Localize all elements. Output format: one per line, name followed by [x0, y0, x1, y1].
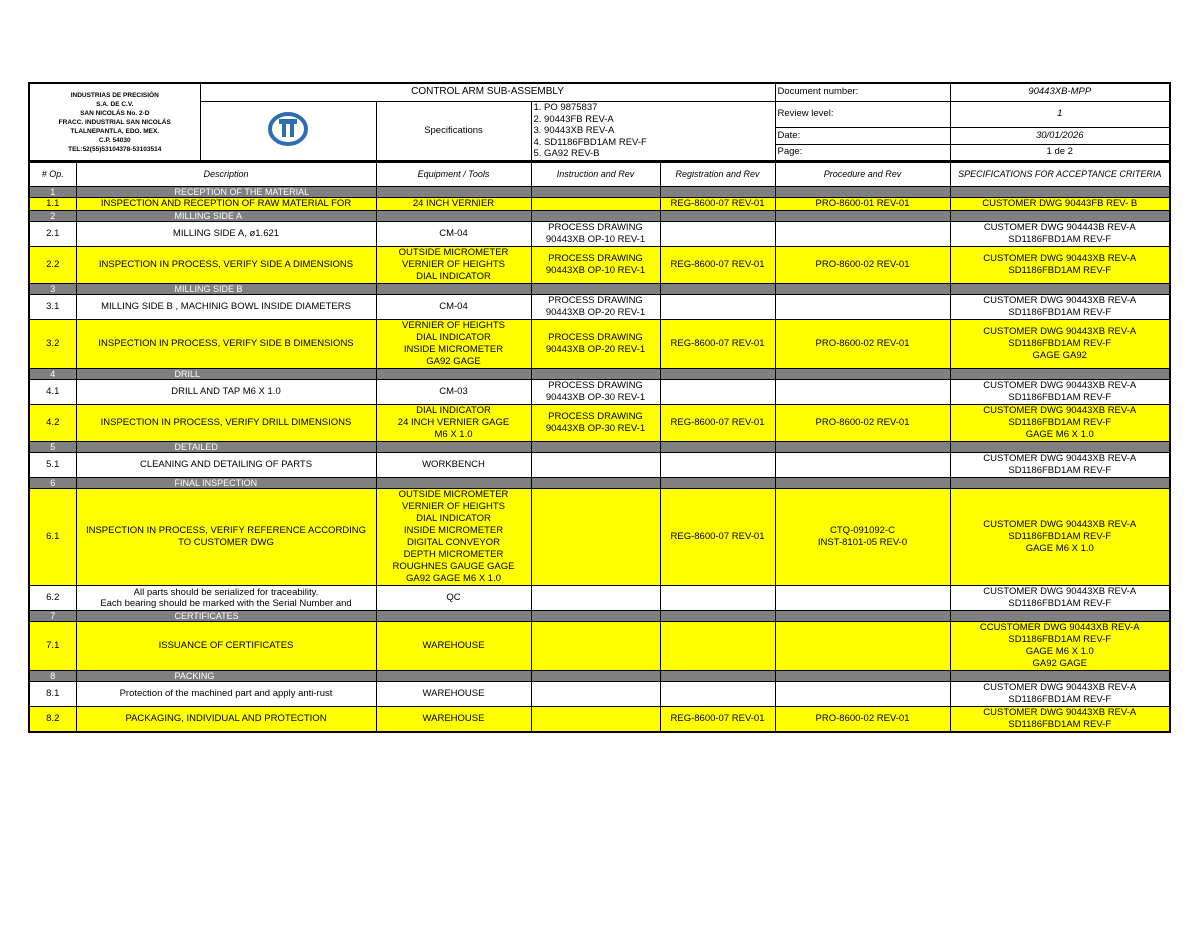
doc-number-label: Document number: [775, 83, 950, 101]
op-instruction [531, 489, 660, 586]
op-number: 4.1 [29, 380, 76, 405]
op-number: 6.1 [29, 489, 76, 586]
section-title: FINAL INSPECTION [76, 478, 376, 489]
operations-table [28, 162, 1171, 733]
op-registration: REG-8600-07 REV-01 [660, 247, 775, 284]
op-instruction: PROCESS DRAWING 90443XB OP-10 REV-1 [531, 247, 660, 284]
op-instruction [531, 622, 660, 671]
op-description: MILLING SIDE B , MACHINIG BOWL INSIDE DIAMETERS [76, 295, 376, 320]
op-acceptance: CUSTOMER DWG 90443XB REV-A SD1186FBD1AM REV-F GAGE M6 X 1.0 [950, 405, 1170, 442]
op-number: 3.1 [29, 295, 76, 320]
op-acceptance: CUSTOMER DWG 90443XB REV-A SD1186FBD1AM REV-F GAGE M6 X 1.0 [950, 489, 1170, 586]
col-header-op: # Op. [29, 163, 76, 187]
table-row [29, 707, 1170, 733]
op-equipment: OUTSIDE MICROMETER VERNIER OF HEIGHTS DIAL INDICATOR INSIDE MICROMETER DIGITAL CONVEYOR DEPTH MICROMETER ROUGHNES GAUGE GAGE GA92 GAGE M6 X 1.0 [376, 489, 531, 586]
op-instruction: PROCESS DRAWING 90443XB OP-30 REV-1 [531, 405, 660, 442]
op-procedure: PRO-8600-01 REV-01 [775, 198, 950, 211]
op-instruction: PROCESS DRAWING 90443XB OP-10 REV-1 [531, 222, 660, 247]
op-equipment: CM-04 [376, 295, 531, 320]
op-description: MILLING SIDE A, ø1.621 [76, 222, 376, 247]
op-instruction [531, 682, 660, 707]
op-procedure [775, 295, 950, 320]
section-title: DETAILED [76, 442, 376, 453]
section-row [29, 284, 1170, 295]
op-number: 8.2 [29, 707, 76, 733]
op-number: 2.1 [29, 222, 76, 247]
op-procedure: PRO-8600-02 REV-01 [775, 405, 950, 442]
col-header-description: Description [76, 163, 376, 187]
op-equipment: DIAL INDICATOR 24 INCH VERNIER GAGE M6 X 1.0 [376, 405, 531, 442]
section-title: CERTIFICATES [76, 611, 376, 622]
col-header-registration: Registration and Rev [660, 163, 775, 187]
page-label: Page: [775, 144, 950, 161]
op-number: 5.1 [29, 453, 76, 478]
col-header-procedure: Procedure and Rev [775, 163, 950, 187]
section-number: 8 [29, 671, 76, 682]
col-header-equipment: Equipment / Tools [376, 163, 531, 187]
section-row [29, 369, 1170, 380]
op-procedure [775, 380, 950, 405]
op-acceptance: CUSTOMER DWG 90443FB REV- B [950, 198, 1170, 211]
doc-number-value: 90443XB-MPP [950, 83, 1170, 101]
section-number: 1 [29, 187, 76, 198]
op-procedure [775, 682, 950, 707]
op-registration: REG-8600-07 REV-01 [660, 489, 775, 586]
date-value: 30/01/2026 [950, 127, 1170, 144]
op-equipment: WAREHOUSE [376, 707, 531, 733]
table-row [29, 453, 1170, 478]
section-number: 5 [29, 442, 76, 453]
col-header-acceptance: SPECIFICATIONS FOR ACCEPTANCE CRITERIA [950, 163, 1170, 187]
op-procedure [775, 453, 950, 478]
op-number: 6.2 [29, 586, 76, 611]
op-equipment: VERNIER OF HEIGHTS DIAL INDICATOR INSIDE MICROMETER GA92 GAGE [376, 320, 531, 369]
section-row [29, 671, 1170, 682]
table-row [29, 222, 1170, 247]
section-number: 6 [29, 478, 76, 489]
op-equipment: QC [376, 586, 531, 611]
section-title: RECEPTION OF THE MATERIAL [76, 187, 376, 198]
op-acceptance: CUSTOMER DWG 90443XB REV-A SD1186FBD1AM REV-F [950, 247, 1170, 284]
op-registration [660, 622, 775, 671]
op-equipment: WAREHOUSE [376, 682, 531, 707]
op-procedure: PRO-8600-02 REV-01 [775, 707, 950, 733]
op-procedure: PRO-8600-02 REV-01 [775, 247, 950, 284]
op-procedure: PRO-8600-02 REV-01 [775, 320, 950, 369]
table-row [29, 198, 1170, 211]
op-registration [660, 295, 775, 320]
op-number: 4.2 [29, 405, 76, 442]
company-logo-icon [266, 109, 310, 149]
table-row [29, 295, 1170, 320]
op-acceptance: CCUSTOMER DWG 90443XB REV-A SD1186FBD1AM REV-F GAGE M6 X 1.0 GA92 GAGE [950, 622, 1170, 671]
op-registration [660, 380, 775, 405]
col-header-instruction: Instruction and Rev [531, 163, 660, 187]
table-row [29, 682, 1170, 707]
review-value: 1 [950, 101, 1170, 127]
section-row [29, 442, 1170, 453]
section-title: DRILL [76, 369, 376, 380]
specifications-label: Specifications [376, 101, 531, 161]
page-value: 1 de 2 [950, 144, 1170, 161]
process-sheet [28, 82, 1169, 733]
op-procedure [775, 586, 950, 611]
op-description: PACKAGING, INDIVIDUAL AND PROTECTION [76, 707, 376, 733]
table-row [29, 320, 1170, 369]
op-description: INSPECTION IN PROCESS, VERIFY SIDE B DIMENSIONS [76, 320, 376, 369]
column-headers [29, 163, 1170, 187]
section-row [29, 211, 1170, 222]
op-acceptance: CUSTOMER DWG 90443XB REV-A SD1186FBD1AM REV-F [950, 380, 1170, 405]
op-instruction: PROCESS DRAWING 90443XB OP-20 REV-1 [531, 295, 660, 320]
section-title: MILLING SIDE A [76, 211, 376, 222]
op-registration [660, 222, 775, 247]
op-number: 1.1 [29, 198, 76, 211]
op-acceptance: CUSTOMER DWG 90443XB REV-A SD1186FBD1AM REV-F GAGE GA92 [950, 320, 1170, 369]
op-acceptance: CUSTOMER DWG 90443XB REV-A SD1186FBD1AM REV-F [950, 682, 1170, 707]
logo-cell [200, 101, 376, 161]
section-number: 7 [29, 611, 76, 622]
header-table [28, 82, 1171, 162]
op-instruction [531, 586, 660, 611]
op-acceptance: CUSTOMER DWG 904443B REV-A SD1186FBD1AM REV-F [950, 222, 1170, 247]
op-equipment: 24 INCH VERNIER [376, 198, 531, 211]
op-procedure [775, 622, 950, 671]
company-address: INDUSTRIAS DE PRECISIÓN S.A. DE C.V. SAN NICOLÁS No. 2-D FRACC. INDUSTRIAL SAN NICOLÁS TLALNEPANTLA, EDO. MEX. C.P. 54030 TEL:52(55)53104378-53103514 [58, 91, 171, 153]
op-equipment: CM-03 [376, 380, 531, 405]
section-row [29, 611, 1170, 622]
table-row [29, 405, 1170, 442]
table-row [29, 622, 1170, 671]
op-instruction [531, 453, 660, 478]
op-instruction: PROCESS DRAWING 90443XB OP-30 REV-1 [531, 380, 660, 405]
table-row [29, 489, 1170, 586]
op-description: INSPECTION IN PROCESS, VERIFY DRILL DIMENSIONS [76, 405, 376, 442]
op-description: CLEANING AND DETAILING OF PARTS [76, 453, 376, 478]
op-registration [660, 682, 775, 707]
op-acceptance: CUSTOMER DWG 90443XB REV-A SD1186FBD1AM REV-F [950, 295, 1170, 320]
op-registration: REG-8600-07 REV-01 [660, 198, 775, 211]
section-number: 4 [29, 369, 76, 380]
op-description: INSPECTION AND RECEPTION OF RAW MATERIAL FOR [76, 198, 376, 211]
op-instruction: PROCESS DRAWING 90443XB OP-20 REV-1 [531, 320, 660, 369]
op-acceptance: CUSTOMER DWG 90443XB REV-A SD1186FBD1AM REV-F [950, 707, 1170, 733]
op-description: ISSUANCE OF CERTIFICATES [76, 622, 376, 671]
op-description: All parts should be serialized for traceability. Each bearing should be marked with the Serial Number and [76, 586, 376, 611]
table-row [29, 586, 1170, 611]
op-acceptance: CUSTOMER DWG 90443XB REV-A SD1186FBD1AM REV-F [950, 586, 1170, 611]
company-info [29, 83, 200, 161]
op-description: INSPECTION IN PROCESS, VERIFY REFERENCE ACCORDING TO CUSTOMER DWG [76, 489, 376, 586]
section-row [29, 478, 1170, 489]
op-registration: REG-8600-07 REV-01 [660, 320, 775, 369]
date-label: Date: [775, 127, 950, 144]
op-description: DRILL AND TAP M6 X 1.0 [76, 380, 376, 405]
document-title: CONTROL ARM SUB-ASSEMBLY [200, 83, 775, 101]
op-equipment: WORKBENCH [376, 453, 531, 478]
op-registration: REG-8600-07 REV-01 [660, 707, 775, 733]
op-procedure: CTQ-091092-C INST-8101-05 REV-0 [775, 489, 950, 586]
op-description: INSPECTION IN PROCESS, VERIFY SIDE A DIMENSIONS [76, 247, 376, 284]
section-row [29, 187, 1170, 198]
specifications-list: 1. PO 9875837 2. 90443FB REV-A 3. 90443XB REV-A 4. SD1186FBD1AM REV-F 5. GA92 REV-B [531, 101, 775, 161]
op-registration [660, 453, 775, 478]
op-instruction [531, 198, 660, 211]
op-instruction [531, 707, 660, 733]
section-number: 2 [29, 211, 76, 222]
section-title: MILLING SIDE B [76, 284, 376, 295]
table-row [29, 247, 1170, 284]
op-number: 7.1 [29, 622, 76, 671]
op-acceptance: CUSTOMER DWG 90443XB REV-A SD1186FBD1AM REV-F [950, 453, 1170, 478]
op-registration: REG-8600-07 REV-01 [660, 405, 775, 442]
section-number: 3 [29, 284, 76, 295]
section-title: PACKING [76, 671, 376, 682]
op-description: Protection of the machined part and apply anti-rust [76, 682, 376, 707]
op-number: 2.2 [29, 247, 76, 284]
op-number: 3.2 [29, 320, 76, 369]
op-equipment: CM-04 [376, 222, 531, 247]
table-row [29, 380, 1170, 405]
op-equipment: OUTSIDE MICROMETER VERNIER OF HEIGHTS DIAL INDICATOR [376, 247, 531, 284]
op-number: 8.1 [29, 682, 76, 707]
op-procedure [775, 222, 950, 247]
op-registration [660, 586, 775, 611]
op-equipment: WAREHOUSE [376, 622, 531, 671]
review-label: Review level: [775, 101, 950, 127]
